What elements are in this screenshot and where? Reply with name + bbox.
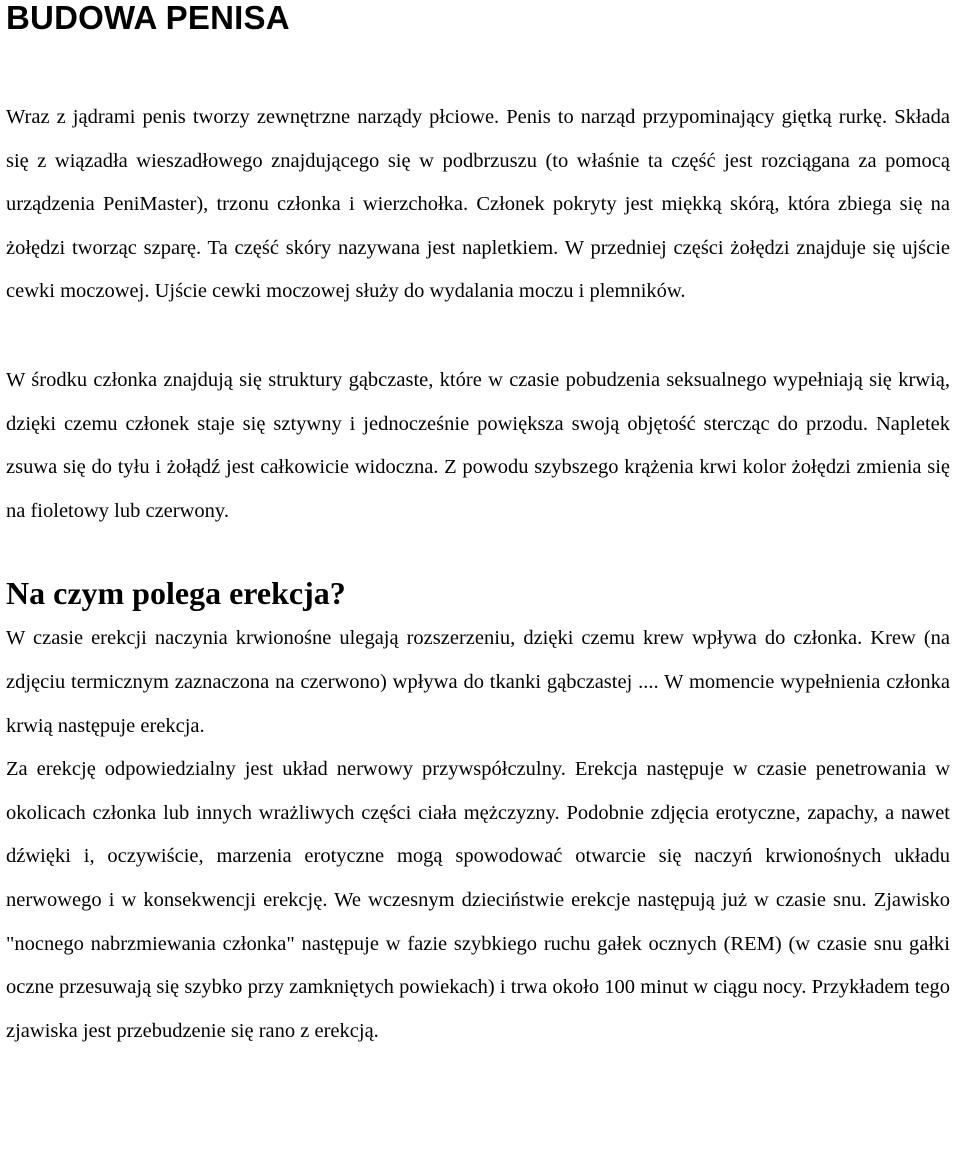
page-title: BUDOWA PENISA [6, 0, 290, 36]
section-heading-erection: Na czym polega erekcja? [6, 575, 346, 612]
paragraph-erection-nervous-system: Za erekcję odpowiedzialny jest układ nerwowy przywspółczulny. Erekcja następuje w czasie penetrowania w okolicach członka lub innych wrażliwych części ciała mężczyzny. Podobnie zdjęcia erotyczne, zapachy, a nawet dźwięki i, oczywiście, marzenia erotyczne mogą spowodować otwarcie się naczyń krwionośnych układu nerwowego i w konsekwencji erekcję. We wczesnym dzieciństwie erekcje następują już w czasie snu. Zjawisko "nocnego nabrzmiewania członka" następuje w fazie szybkiego ruchu gałek ocznych (REM) (w czasie snu gałki oczne przesuwają się szybko przy zamkniętych powiekach) i trwa około 100 minut w ciągu nocy. Przykładem tego zjawiska jest przebudzenie się rano z erekcją. [6, 758, 950, 1042]
paragraph-erection-blood-flow: W czasie erekcji naczynia krwionośne ulegają rozszerzeniu, dzięki czemu krew wpływa do członka. Krew (na zdjęciu termicznym zaznaczona na czerwono) wpływa do tkanki gąbczastej .... W momencie wypełnienia członka krwią następuje erekcja. [6, 627, 950, 737]
paragraph-spongy-structures: W środku członka znajdują się struktury gąbczaste, które w czasie pobudzenia seksualnego wypełniają się krwią, dzięki czemu członek staje się sztywny i jednocześnie powiększa swoją objętość stercząc do przodu. Napletek zsuwa się do tyłu i żołądź jest całkowicie widoczna. Z powodu szybszego krążenia krwi kolor żołędzi zmienia się na fioletowy lub czerwony. [6, 368, 950, 522]
paragraph-anatomy: Wraz z jądrami penis tworzy zewnętrzne narządy płciowe. Penis to narząd przypominający giętką rurkę. Składa się z wiązadła wieszadłowego znajdującego się w podbrzuszu (to właśnie ta część jest rozciągana za pomocą urządzenia PeniMaster), trzonu członka i wierzchołka. Członek pokryty jest miękką skórą, która zbiega się na żołędzi tworząc szparę. Ta część skóry nazywana jest napletkiem. W przedniej części żołędzi znajduje się ujście cewki moczowej. Ujście cewki moczowej służy do wydalania moczu i plemników. [6, 106, 950, 303]
